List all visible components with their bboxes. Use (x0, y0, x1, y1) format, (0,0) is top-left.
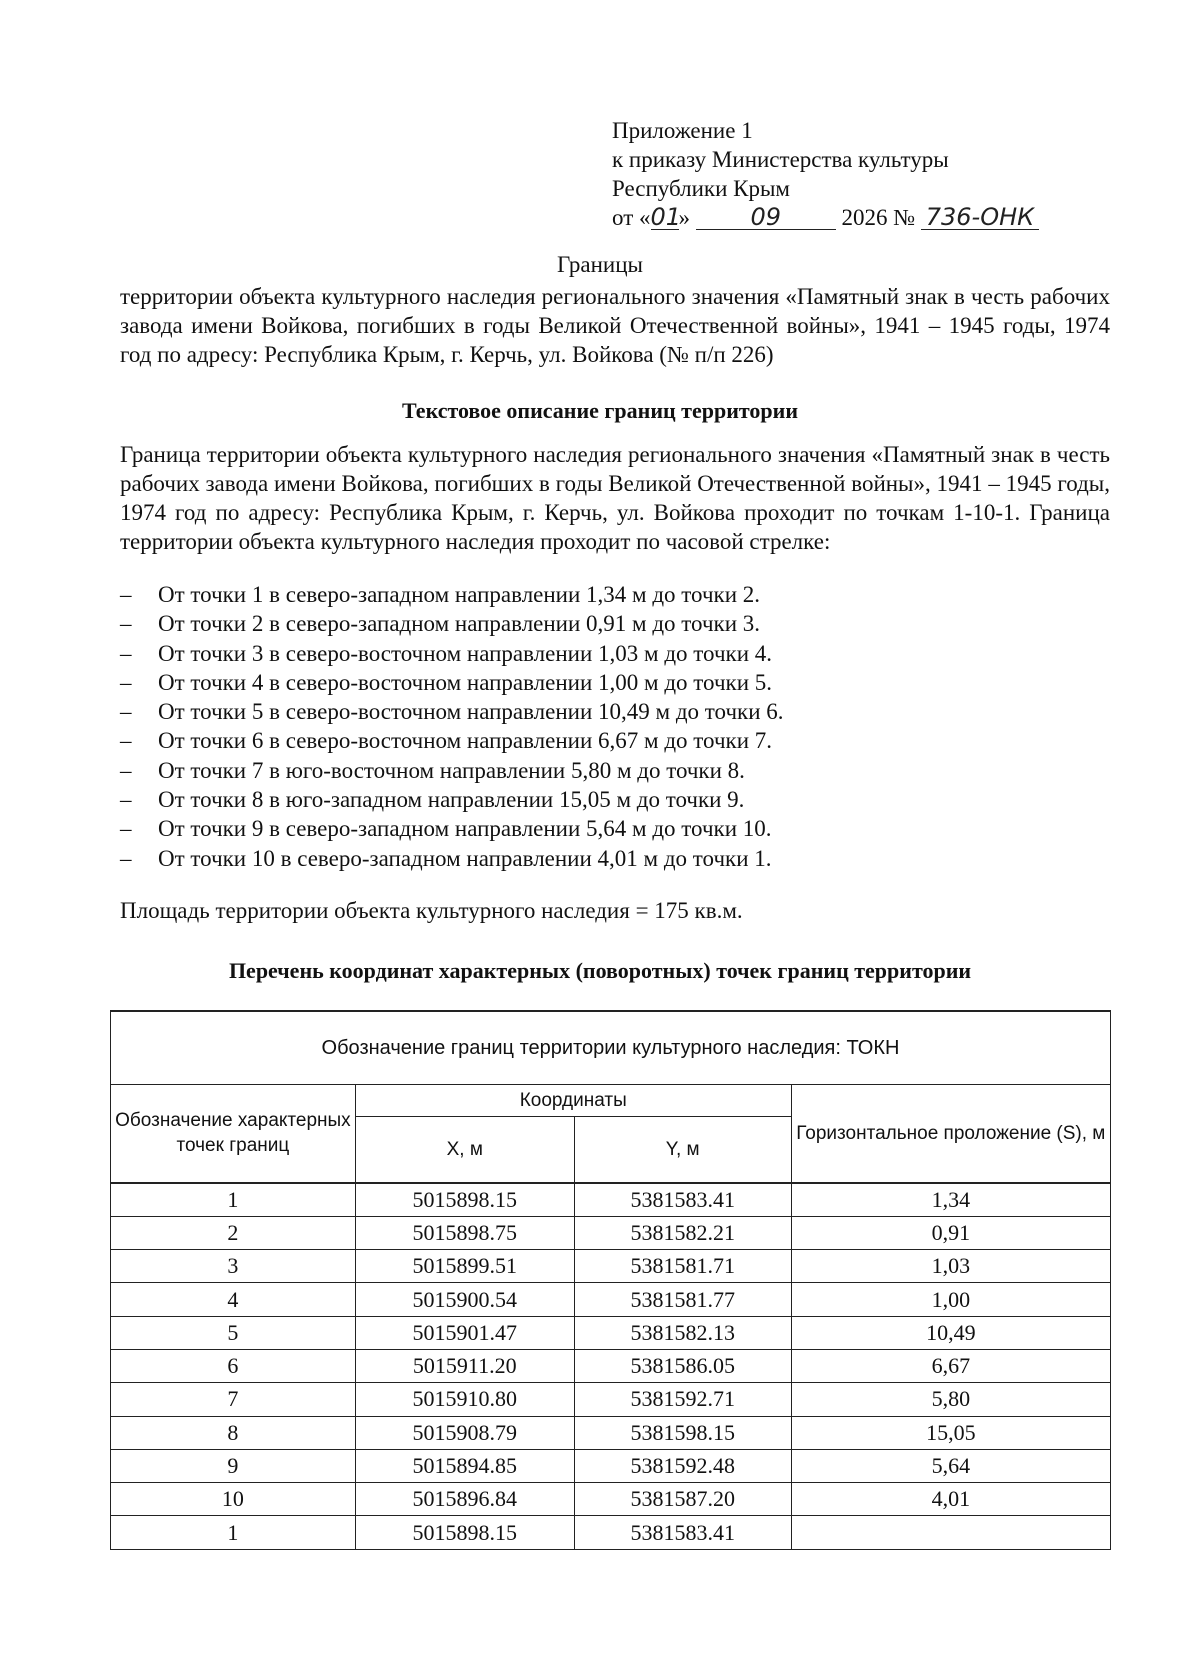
cell-x: 5015898.15 (355, 1516, 574, 1549)
date-day: 01 (650, 203, 682, 231)
list-dash: – (120, 787, 132, 813)
appendix-date-line (612, 203, 1039, 232)
date-year: 2026 № (841, 205, 916, 230)
cell-x: 5015894.85 (355, 1449, 574, 1482)
step-text: От точки 10 в северо-западном направлении 4,01 м до точки 1. (158, 845, 772, 871)
cell-distance: 15,05 (791, 1416, 1110, 1449)
list-dash: – (120, 611, 132, 637)
cell-point: 1 (111, 1183, 356, 1217)
cell-x: 5015910.80 (355, 1383, 574, 1416)
list-item (120, 668, 784, 697)
cell-y: 5381583.41 (574, 1516, 791, 1549)
date-prefix: от « (612, 205, 651, 230)
cell-point: 5 (111, 1316, 356, 1349)
cell-x: 5015908.79 (355, 1416, 574, 1449)
cell-y: 5381586.05 (574, 1349, 791, 1382)
cell-point: 1 (111, 1516, 356, 1549)
cell-distance: 0,91 (791, 1216, 1110, 1249)
appendix-header (612, 116, 1039, 232)
step-text: От точки 9 в северо-западном направлении 5,64 м до точки 10. (158, 816, 772, 842)
cell-point: 7 (111, 1383, 356, 1416)
cell-y: 5381582.21 (574, 1216, 791, 1249)
list-dash: – (120, 582, 132, 607)
cell-x: 5015898.15 (355, 1183, 574, 1217)
col-header-x: X, м (355, 1117, 574, 1183)
cell-x: 5015899.51 (355, 1250, 574, 1283)
date-month: 09 (696, 205, 836, 230)
col-header-coordinates: Координаты (355, 1085, 791, 1117)
cell-x: 5015900.54 (355, 1283, 574, 1316)
coordinates-heading: Перечень координат характерных (поворотных) точек границ территории (228, 958, 972, 983)
cell-distance: 6,67 (791, 1349, 1110, 1382)
appendix-line-2: к приказу Министерства культуры (612, 147, 949, 172)
list-dash: – (120, 640, 132, 666)
cell-point: 6 (111, 1349, 356, 1382)
table-row (111, 1283, 1111, 1316)
cell-point: 9 (111, 1449, 356, 1482)
table-row (111, 1250, 1111, 1283)
cell-point: 8 (111, 1416, 356, 1449)
table-row (111, 1516, 1111, 1549)
cell-y: 5381592.71 (574, 1383, 791, 1416)
step-text: От точки 2 в северо-западном направлении 0,91 м до точки 3. (158, 611, 761, 637)
table-row (111, 1316, 1111, 1349)
cell-distance: 1,03 (791, 1250, 1110, 1283)
coordinates-table (110, 1010, 1111, 1550)
list-item (120, 609, 784, 638)
list-dash: – (120, 816, 132, 842)
boundary-steps-list (120, 580, 784, 873)
table-caption: Обозначение границ территории культурного наследия: ТОКН (111, 1011, 1111, 1085)
list-dash: – (120, 699, 132, 725)
date-mid: » (678, 205, 690, 230)
cell-point: 4 (111, 1283, 356, 1316)
step-text: От точки 8 в юго-западном направлении 15,05 м до точки 9. (158, 787, 745, 813)
table-row (111, 1416, 1111, 1449)
step-text: От точки 7 в юго-восточном направлении 5,80 м до точки 8. (158, 757, 745, 783)
cell-distance: 5,64 (791, 1449, 1110, 1482)
document-title: Границы (557, 252, 643, 277)
col-header-distance: Горизонтальное проложение (S), м (791, 1085, 1110, 1183)
cell-y: 5381582.13 (574, 1316, 791, 1349)
table-row (111, 1183, 1111, 1217)
cell-distance: 1,00 (791, 1283, 1110, 1316)
cell-distance: 4,01 (791, 1483, 1110, 1516)
list-item (120, 726, 784, 755)
table-row (111, 1349, 1111, 1382)
list-item (120, 697, 784, 726)
cell-x: 5015901.47 (355, 1316, 574, 1349)
list-dash: – (120, 757, 132, 783)
table-row (111, 1216, 1111, 1249)
text-description-heading: Текстовое описание границ территории (401, 398, 799, 423)
col-header-points: Обозначение характерных точек границ (111, 1085, 356, 1183)
cell-x: 5015911.20 (355, 1349, 574, 1382)
table-row (111, 1483, 1111, 1516)
list-item (120, 580, 784, 609)
cell-y: 5381581.71 (574, 1250, 791, 1283)
step-text: От точки 4 в северо-восточном направлении 1,00 м до точки 5. (158, 669, 773, 695)
cell-y: 5381598.15 (574, 1416, 791, 1449)
step-text: От точки 5 в северо-восточном направлении 10,49 м до точки 6. (158, 699, 784, 725)
cell-distance: 5,80 (791, 1383, 1110, 1416)
appendix-line-1: Приложение 1 (612, 118, 753, 143)
list-item (120, 756, 784, 785)
col-header-y: Y, м (574, 1117, 791, 1183)
cell-x: 5015896.84 (355, 1483, 574, 1516)
list-dash: – (120, 845, 132, 871)
cell-y: 5381592.48 (574, 1449, 791, 1482)
cell-x: 5015898.75 (355, 1216, 574, 1249)
cell-y: 5381581.77 (574, 1283, 791, 1316)
table-row (111, 1449, 1111, 1482)
cell-point: 10 (111, 1483, 356, 1516)
list-item (120, 785, 784, 814)
list-item (120, 844, 784, 873)
order-number: 736-ОНК (921, 205, 1039, 230)
area-statement: Площадь территории объекта культурного наследия = 175 кв.м. (120, 898, 743, 923)
step-text: От точки 6 в северо-восточном направлении 6,67 м до точки 7. (158, 728, 773, 754)
document-subtitle: территории объекта культурного наследия регионального значения «Памятный знак в честь рабочих завода имени Войкова, погибших в годы Великой Отечественной войны», 1941 – 1945 годы, 1974 год по адресу: Республика Крым, г. Керчь, ул. Войкова (№ п/п 226) (120, 284, 1110, 367)
appendix-line-3: Республики Крым (612, 176, 790, 201)
table-row (111, 1383, 1111, 1416)
list-dash: – (120, 669, 132, 695)
list-item (120, 639, 784, 668)
cell-y: 5381583.41 (574, 1183, 791, 1217)
list-dash: – (120, 728, 132, 754)
boundary-description: Граница территории объекта культурного наследия регионального значения «Памятный знак в честь рабочих завода имени Войкова, погибших в годы Великой Отечественной войны», 1941 – 1945 годы, 1974 год по адресу: Республика Крым, г. Керчь, ул. Войкова проходит по точкам 1-10-1. Граница территории объекта культурного наследия проходит по часовой стрелке: (120, 442, 1110, 554)
cell-distance (791, 1516, 1110, 1549)
cell-y: 5381587.20 (574, 1483, 791, 1516)
list-item (120, 814, 784, 843)
cell-point: 2 (111, 1216, 356, 1249)
step-text: От точки 1 в северо-западном направлении 1,34 м до точки 2. (158, 582, 761, 607)
cell-point: 3 (111, 1250, 356, 1283)
cell-distance: 10,49 (791, 1316, 1110, 1349)
step-text: От точки 3 в северо-восточном направлении 1,03 м до точки 4. (158, 640, 773, 666)
cell-distance: 1,34 (791, 1183, 1110, 1217)
